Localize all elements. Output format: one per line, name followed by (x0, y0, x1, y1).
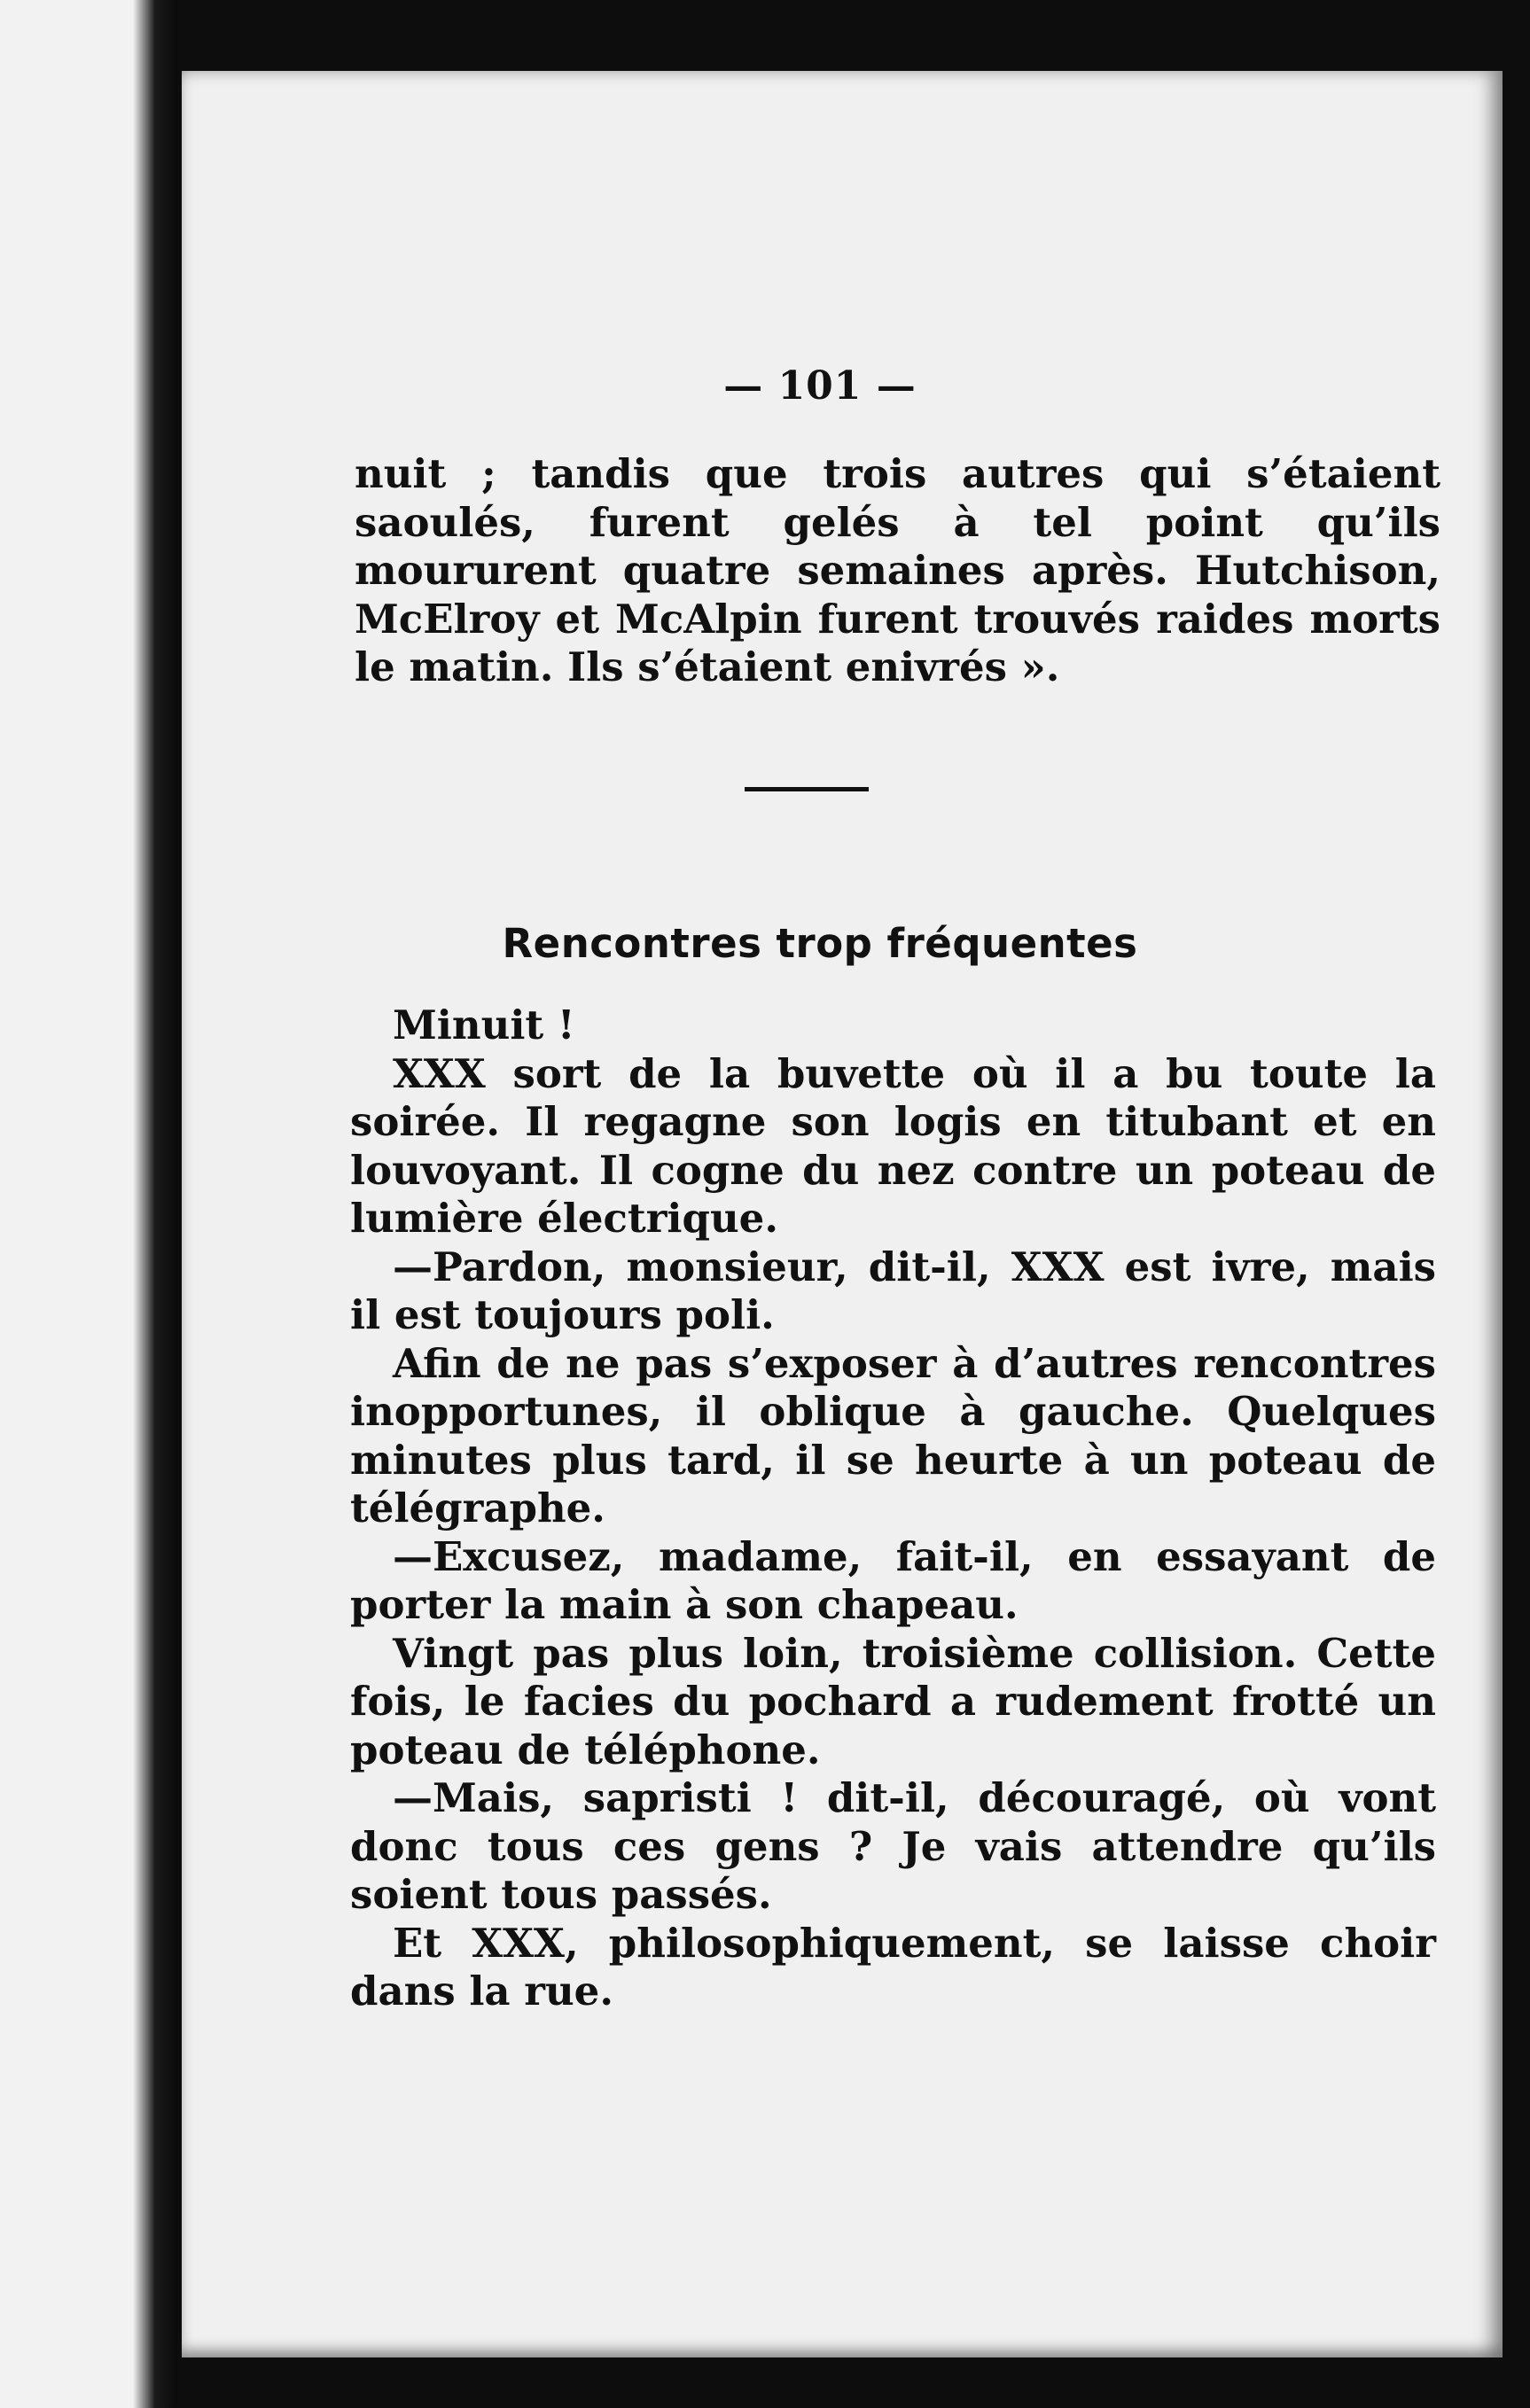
paragraph: Afin de ne pas s’exposer à d’autres rencontres inopportunes, il oblique à gauche. Quelques minutes plus tard, il se heurte à un poteau de télégraphe. (350, 1339, 1436, 1531)
continuation-paragraph (355, 450, 1440, 692)
section-divider (745, 787, 869, 791)
paragraph: Et XXX, philosophiquement, se laisse choir dans la rue. (350, 1919, 1436, 2014)
paragraph: —Excusez, madame, fait-il, en essayant de porter la main à son chapeau. (350, 1532, 1436, 1628)
section-title: Rencontres trop fréquentes (502, 920, 1138, 967)
paragraph: —Pardon, monsieur, dit-il, XXX est ivre, mais il est toujours poli. (350, 1243, 1436, 1338)
paragraph: —Mais, sapristi ! dit-il, découragé, où vont donc tous ces gens ? Je vais attendre qu’ils soient tous passés. (350, 1774, 1436, 1918)
scan-edge (0, 0, 177, 2408)
page-number: — 101 — (723, 363, 917, 409)
paragraph: XXX sort de la buvette où il a bu toute la soirée. Il regagne son logis en titubant et en louvoyant. Il cogne du nez contre un poteau de lumière électrique. (350, 1049, 1436, 1242)
book-page (182, 71, 1503, 2357)
paragraph: Minuit ! (393, 1001, 575, 1048)
paragraph: nuit ; tandis que trois autres qui s’étaient saoulés, furent gelés à tel point qu’ils moururent quatre semaines après. Hutchison, McElroy et McAlpin furent trouvés raides morts le matin. Ils s’étaient enivrés ». (355, 450, 1440, 690)
section-body (350, 1001, 1436, 2016)
paragraph: Vingt pas plus loin, troisième collision. Cette fois, le facies du pochard a rudement frotté un poteau de téléphone. (350, 1629, 1436, 1773)
